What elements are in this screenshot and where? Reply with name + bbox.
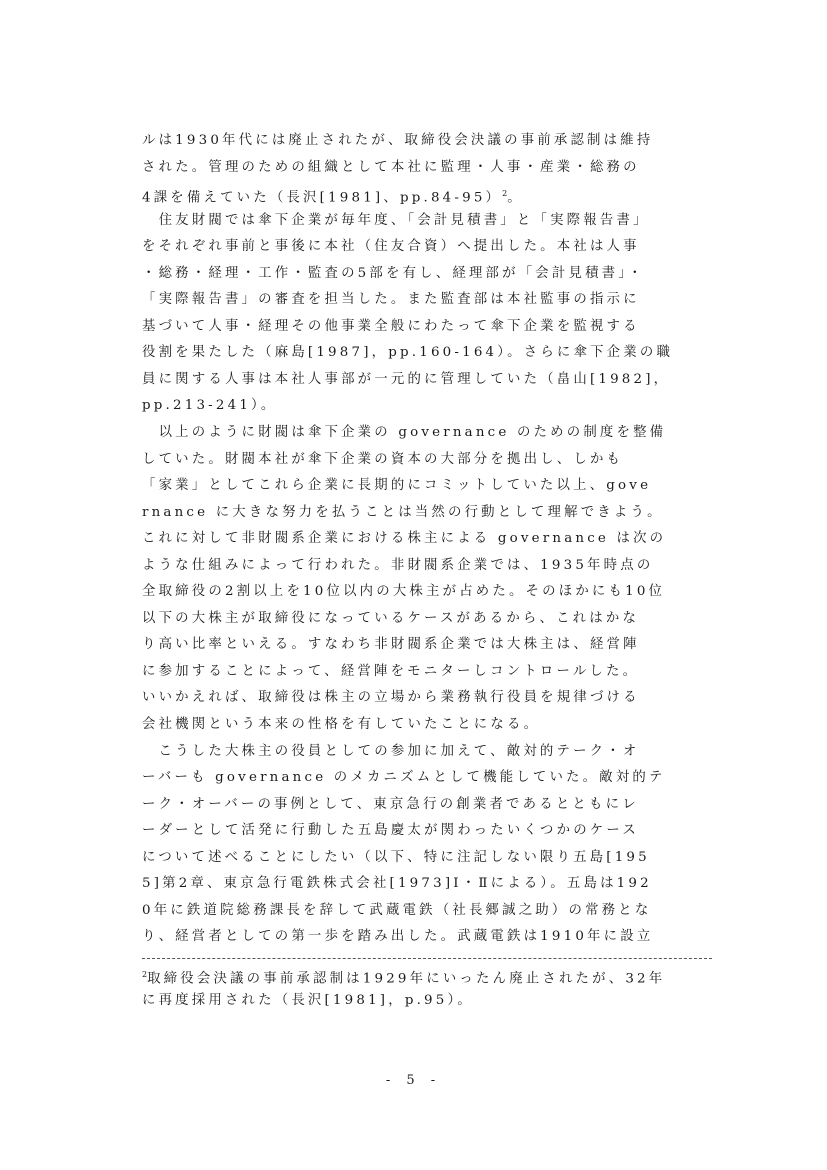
body-line: 「家業」としてこれら企業に長期的にコミットしていた以上、gove bbox=[142, 478, 652, 494]
body-line-text: 4課を備えていた（長沢[1981]、pp.84-95） bbox=[142, 190, 503, 206]
body-line: ーバーも governance のメカニズムとして機能していた。敵対的テ bbox=[142, 770, 666, 786]
body-text bbox=[142, 128, 712, 951]
page-number: - 5 - bbox=[385, 1073, 442, 1088]
body-line: について述べることにしたい（以下、特に注記しない限り五島[195 bbox=[142, 849, 650, 865]
body-line: pp.213-241）。 bbox=[142, 398, 278, 414]
body-line: していた。財閥本社が傘下企業の資本の大部分を拠出し、しかも bbox=[142, 451, 624, 467]
body-line: 全取締役の2割以上を10位以内の大株主が占めた。そのほかにも10位 bbox=[142, 584, 666, 600]
body-line: 5]第2章、東京急行電鉄株式会社[1973]Ⅰ・Ⅱによる）。五島は192 bbox=[142, 876, 652, 892]
body-line: 住友財閥では傘下企業が毎年度、「会計見積書」と「実際報告書」 bbox=[142, 212, 650, 228]
body-line: 0年に鉄道院総務課長を辞して武蔵電鉄（社長郷誠之助）の常務とな bbox=[142, 902, 652, 918]
body-line: された。管理のための組織として本社に監理・人事・産業・総務の bbox=[142, 159, 640, 175]
footnote-marker: 2 bbox=[142, 970, 148, 979]
body-line: 基づいて人事・経理その他事業全般にわたって傘下企業を監視する bbox=[142, 318, 640, 334]
body-line: ・総務・経理・工作・監査の5部を有し、経理部が「会計見積書」・ bbox=[142, 265, 645, 281]
footnote-reference: 2 bbox=[502, 189, 508, 199]
body-line: ーダーとして活発に行動した五島慶太が関わったいくつかのケース bbox=[142, 823, 639, 839]
body-line: rnance に大きな努力を払うことは当然の行動として理解できよう。 bbox=[142, 504, 664, 520]
body-line: ような仕組みによって行われた。非財閥系企業では、1935年時点の bbox=[142, 557, 654, 573]
footnote-line: に再度採用された（長沢[1981]，p.95）。 bbox=[142, 993, 474, 1008]
body-line: 「実際報告書」の審査を担当した。また監査部は本社監事の指示に bbox=[142, 292, 640, 308]
body-line: 以上のように財閥は傘下企業の governance のための制度を整備 bbox=[142, 425, 667, 441]
body-line-with-footnote-ref: 4課を備えていた（長沢[1981]、pp.84-95）$^2$。 bbox=[142, 189, 524, 206]
body-line: 員に関する人事は本社人事部が一元的に管理していた（畠山[1982]， bbox=[142, 371, 671, 387]
body-line: 役割を果たした（麻島[1987]，pp.160-164）。さらに傘下企業の職 bbox=[142, 345, 674, 361]
body-line: 会社機関という本来の性格を有していたことになる。 bbox=[142, 717, 541, 733]
footnote-line bbox=[142, 962, 712, 988]
body-line: これに対して非財閥系企業における株主による governance は次の bbox=[142, 531, 667, 547]
body-line: ルは1930年代には廃止されたが、取締役会決議の事前承認制は維持 bbox=[142, 133, 654, 148]
body-line: ーク・オーバーの事例として、東京急行の創業者であるとともにレ bbox=[142, 796, 639, 812]
body-line: こうした大株主の役員としての参加に加えて、敵対的テーク・オ bbox=[142, 743, 640, 759]
body-line: に参加することによって、経営陣をモニターしコントロールした。 bbox=[142, 663, 640, 679]
body-line: 以下の大株主が取締役になっているケースがあるから、これはかな bbox=[142, 610, 640, 626]
footnote-text: 取締役会決議の事前承認制は1929年にいったん廃止されたが、32年 bbox=[147, 971, 666, 987]
footnote-section bbox=[142, 962, 712, 1014]
body-line: り、経営者としての第一歩を踏み出した。武蔵電鉄は1910年に設立 bbox=[142, 929, 654, 945]
footnote-divider bbox=[142, 958, 712, 959]
body-line: り高い比率といえる。すなわち非財閥系企業では大株主は、経営陣 bbox=[142, 637, 640, 653]
body-line: いいかえれば、取締役は株主の立場から業務執行役員を規律づける bbox=[142, 690, 640, 706]
body-line: をそれぞれ事前と事後に本社（住友合資）へ提出した。本社は人事 bbox=[142, 239, 640, 255]
